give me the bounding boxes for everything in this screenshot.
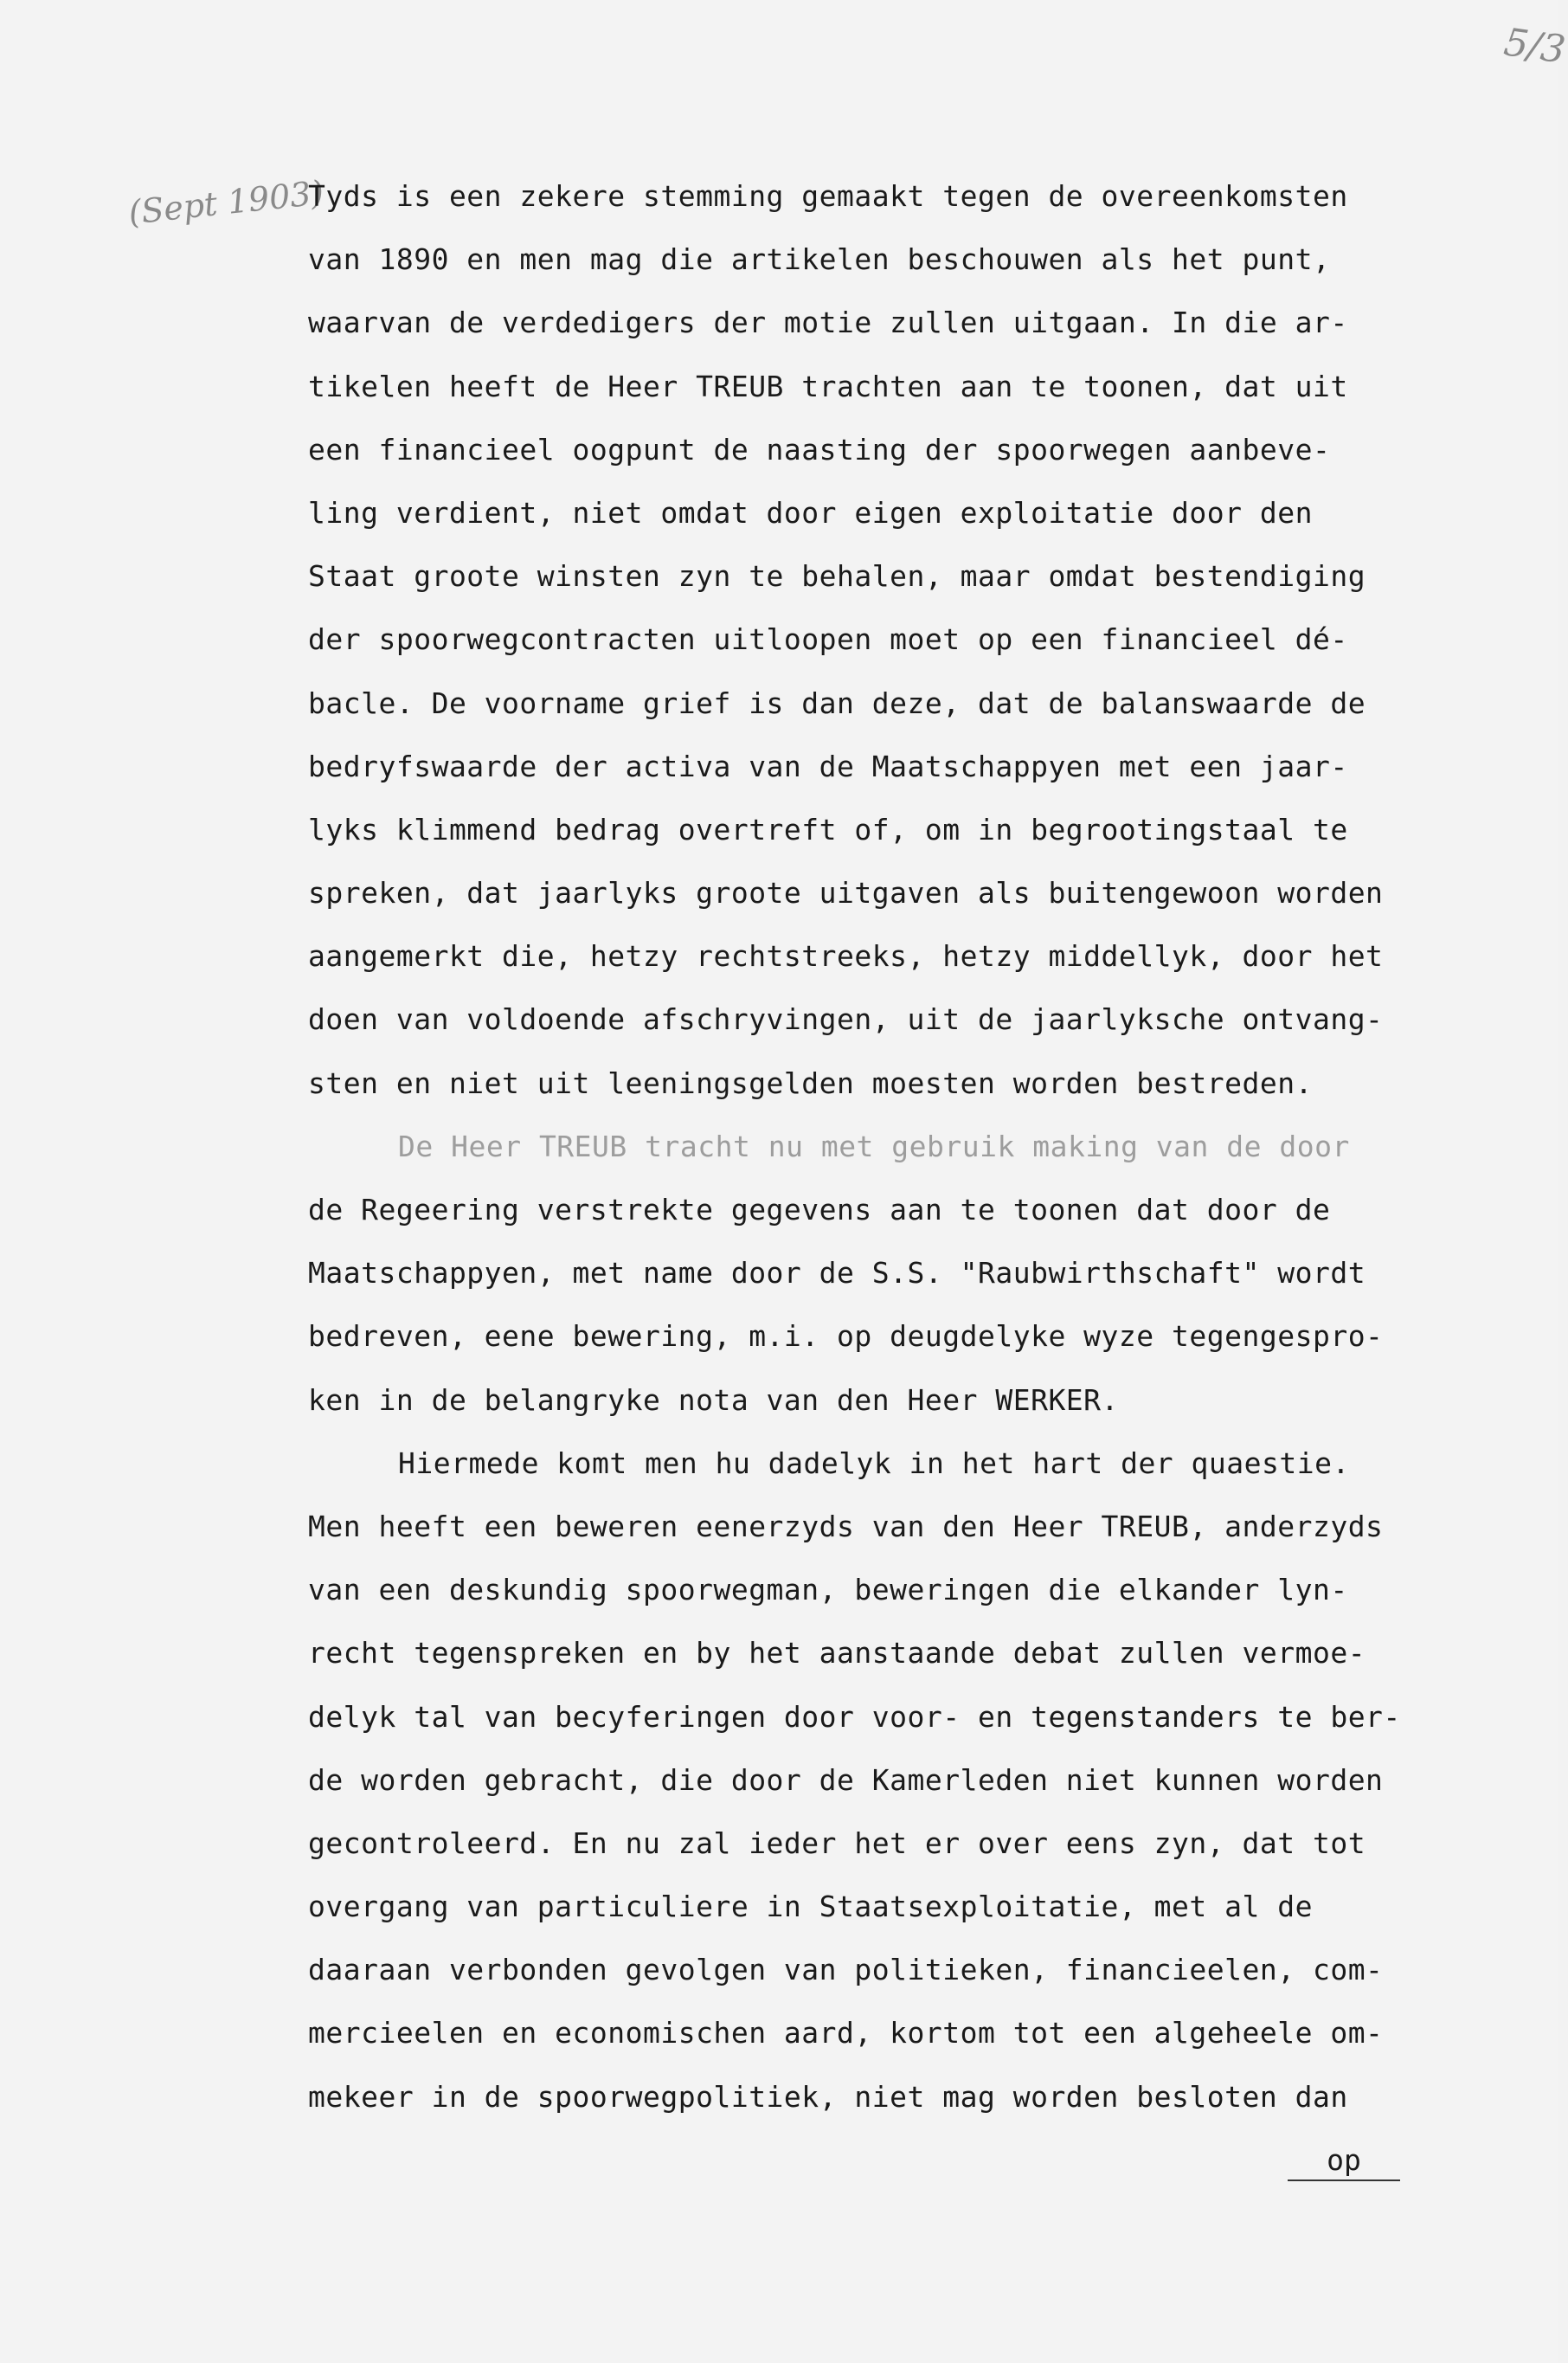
text-line-29: daaraan verbonden gevolgen van politieken, financieelen, com- (308, 1953, 1384, 1987)
text-line-19: bedreven, eene bewering, m.i. op deugdelyke wyze tegengespro- (308, 1319, 1384, 1354)
text-line-16: De Heer TREUB tracht nu met gebruik making van de door (398, 1129, 1350, 1163)
text-line-23: van een deskundig spoorwegman, beweringen die elkander lyn- (308, 1573, 1348, 1607)
text-line-9: bacle. De voorname grief is dan deze, dat de balanswaarde de (308, 686, 1366, 720)
text-line-14: doen van voldoende afschryvingen, uit de jaarlyksche ontvang- (308, 1002, 1384, 1037)
text-line-21: Hiermede komt men hu dadelyk in het hart der quaestie. (398, 1445, 1350, 1480)
text-line-25: delyk tal van becyferingen door voor- en tegenstanders te ber- (308, 1699, 1401, 1734)
body-text (308, 164, 1476, 2128)
text-line-22: Men heeft een beweren eenerzyds van den Heer TREUB, anderzyds (308, 1509, 1384, 1543)
catchword: op (1288, 2143, 1400, 2181)
text-line-12: spreken, dat jaarlyks groote uitgaven als buitengewoon worden (308, 876, 1384, 911)
text-line-1: Tyds is een zekere stemming gemaakt tegen de overeenkomsten (308, 179, 1348, 213)
text-line-2: van 1890 en men mag die artikelen beschouwen als het punt, (308, 242, 1331, 277)
text-line-3: waarvan de verdedigers der motie zullen uitgaan. In die ar- (308, 306, 1348, 340)
text-line-20: ken in de belangryke nota van den Heer WERKER. (308, 1382, 1119, 1417)
text-line-18: Maatschappyen, met name door de S.S. "Raubwirthschaft" wordt (308, 1256, 1366, 1291)
text-line-30: mercieelen en economischen aard, kortom tot een algeheele om- (308, 2016, 1384, 2051)
text-line-7: Staat groote winsten zyn te behalen, maar omdat bestendiging (308, 559, 1366, 594)
text-line-31: mekeer in de spoorwegpolitiek, niet mag worden besloten dan (308, 2079, 1348, 2114)
text-line-5: een financieel oogpunt de naasting der spoorwegen aanbeve- (308, 432, 1331, 467)
text-line-28: overgang van particuliere in Staatsexploitatie, met al de (308, 1890, 1313, 1924)
text-line-24: recht tegenspreken en by het aanstaande debat zullen vermoe- (308, 1636, 1366, 1671)
text-line-4: tikelen heeft de Heer TREUB trachten aan te toonen, dat uit (308, 369, 1348, 403)
text-line-17: de Regeering verstrekte gegevens aan te toonen dat door de (308, 1193, 1331, 1227)
text-line-11: lyks klimmend bedrag overtreft of, om in begrootingstaal te (308, 812, 1348, 847)
text-line-8: der spoorwegcontracten uitloopen moet op een financieel dé- (308, 622, 1348, 657)
text-line-10: bedryfswaarde der activa van de Maatschappyen met een jaar- (308, 749, 1348, 783)
page-number: 5/3 (1501, 20, 1568, 73)
text-line-6: ling verdient, niet omdat door eigen exploitatie door den (308, 495, 1313, 530)
text-line-26: de worden gebracht, die door de Kamerleden niet kunnen worden (308, 1762, 1384, 1797)
text-line-27: gecontroleerd. En nu zal ieder het er over eens zyn, dat tot (308, 1825, 1366, 1860)
text-line-13: aangemerkt die, hetzy rechtstreeks, hetzy middellyk, door het (308, 939, 1384, 974)
handwritten-margin-note: (Sept 1903) (126, 173, 326, 232)
text-line-15: sten en niet uit leeningsgelden moesten worden bestreden. (308, 1066, 1313, 1100)
